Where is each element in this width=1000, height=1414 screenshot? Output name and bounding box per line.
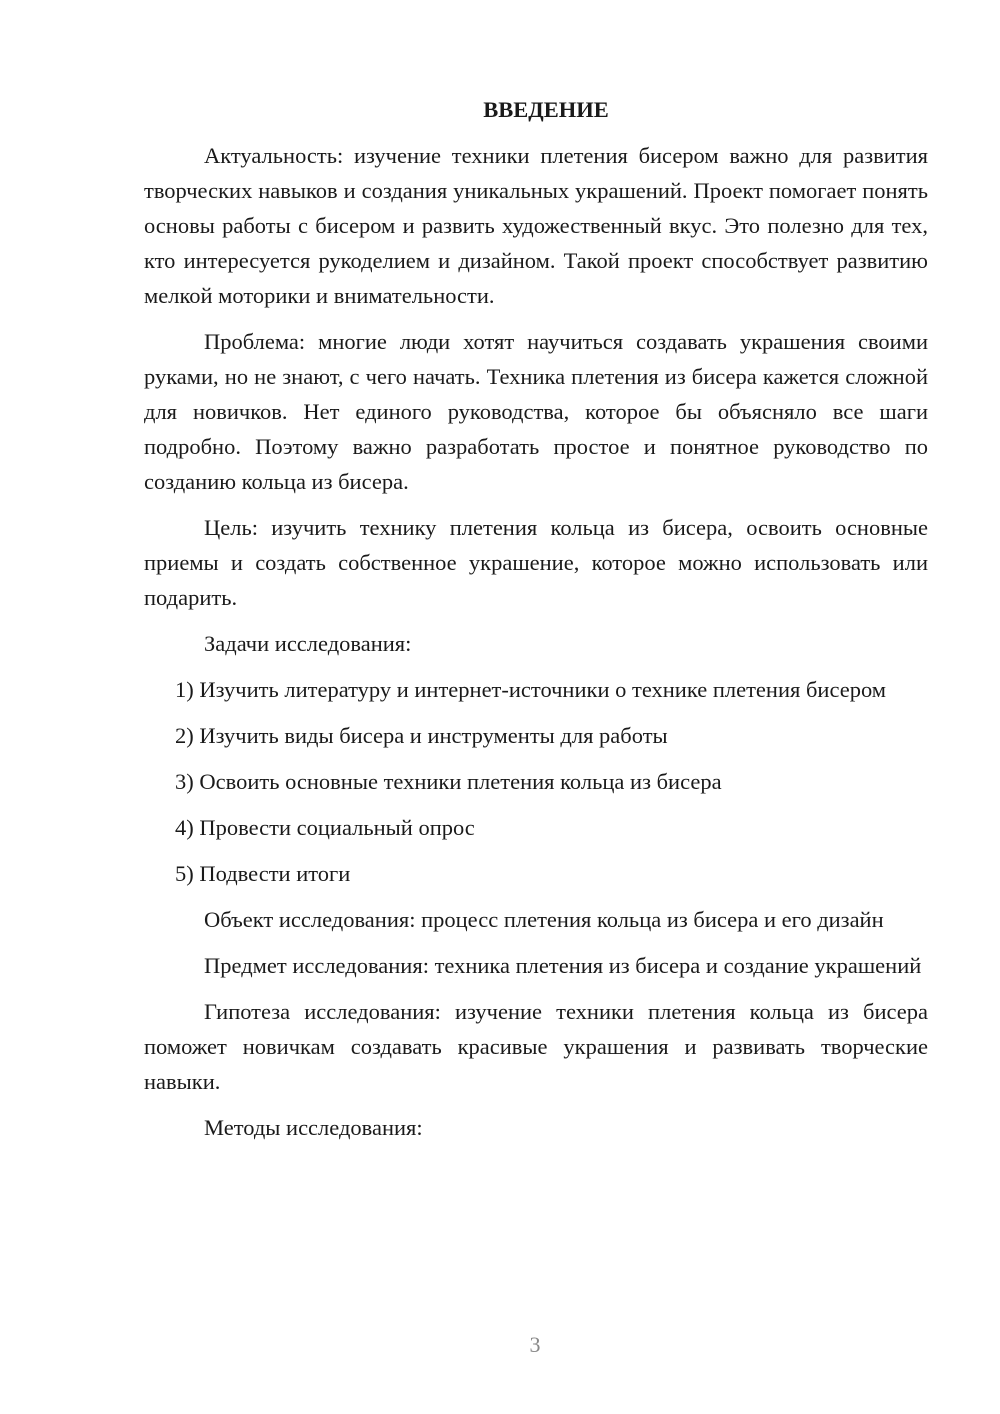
methods-heading: Методы исследования:: [204, 1115, 423, 1140]
task-item: 4) Провести социальный опрос: [175, 815, 475, 840]
page-number: 3: [529, 1332, 541, 1357]
problem-paragraph: Проблема: многие люди хотят научиться создавать украшения своими руками, но не знают, с чего начать. Техника плетения из бисера кажется сложной для новичков. Нет единого руководства, которое бы объясняло все шаги подробно. Поэтому важно разработать простое и понятное руководство по созданию кольца из бисера.: [144, 329, 928, 494]
hypothesis-paragraph: Гипотеза исследования: изучение техники плетения кольца из бисера поможет новичкам создавать красивые украшения и развивать творческие навыки.: [144, 999, 928, 1094]
subject-paragraph: Предмет исследования: техника плетения из бисера и создание украшений: [204, 953, 922, 978]
section-title: ВВЕДЕНИЕ: [483, 97, 609, 122]
task-item: 1) Изучить литературу и интернет-источники о технике плетения бисером: [175, 677, 887, 702]
task-item: 3) Освоить основные техники плетения кольца из бисера: [175, 769, 722, 794]
goal-paragraph: Цель: изучить технику плетения кольца из бисера, освоить основные приемы и создать собственное украшение, которое можно использовать или подарить.: [144, 515, 928, 610]
tasks-heading: Задачи исследования:: [204, 631, 412, 656]
object-paragraph: Объект исследования: процесс плетения кольца из бисера и его дизайн: [204, 907, 884, 932]
task-item: 2) Изучить виды бисера и инструменты для работы: [175, 723, 668, 748]
task-item: 5) Подвести итоги: [175, 861, 351, 886]
document-body: [144, 92, 928, 1156]
relevance-paragraph: Актуальность: изучение техники плетения бисером важно для развития творческих навыков и создания уникальных украшений. Проект помогает понять основы работы с бисером и развить художественный вкус. Это полезно для тех, кто интересуется рукоделием и дизайном. Такой проект способствует развитию мелкой моторики и внимательности.: [144, 143, 928, 308]
